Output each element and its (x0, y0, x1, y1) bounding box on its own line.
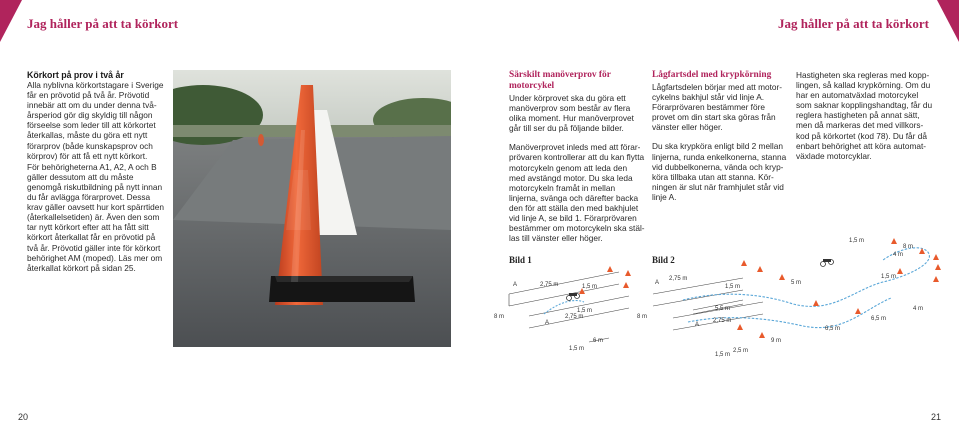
dim-label: 5,5 m (715, 306, 731, 312)
corner-decoration-left (0, 0, 22, 42)
paragraph-lagfartsdel-1: Lågfartsdelen börjar med att motor-cykelns bakhjul står vid linje A. Förarprövaren bestämmer före provet om din start ska göras från vänster eller höger. (652, 82, 783, 133)
dim-label: 1,5 m (569, 346, 585, 352)
dim-label: 4 m (893, 252, 904, 258)
dim-label: 4 m (913, 306, 924, 312)
dim-label: 8 m (637, 314, 648, 320)
dim-label: 1,5 m (849, 238, 865, 244)
corner-decoration-right (937, 0, 959, 42)
paragraph-provotid-1: Alla nyblivna körkortstagare i Sverige får en prövotid på två år. Prövotid innebär att om du under denna två-årsperiod gör dig skyldig till någon förseelse som leder till att körkortet återkallas, måste du göra ett nytt förarprov (både kunskapsprov och körprov) för att få ett nytt körkort. (27, 80, 164, 161)
dim-label: 1,5 m (582, 284, 598, 290)
column-lagfartsdel (652, 70, 788, 211)
dim-label: 1,5 m (715, 352, 731, 358)
dim-label: 8 m (903, 244, 914, 250)
dim-label: A (655, 280, 660, 286)
dim-label: 6,5 m (825, 326, 841, 332)
dim-label: 2,75 m (565, 314, 584, 320)
dim-label: 5 m (791, 280, 802, 286)
dim-label: 2,75 m (713, 318, 732, 324)
paragraph-manoverprov-2: Manöverprovet inleds med att förar-prövaren kontrollerar att du kan flytta motorcykeln genom att leda den med avstängd motor. Du ska leda motorcykeln framåt in mellan linjerna, svänga och därefter backa den för att ställa den med bakhjulet vid linje A, se bild 1. Förarprövaren bestämmer om motorcykeln ska stäl-las till vänster eller höger. (509, 142, 645, 244)
dim-label: 9 m (771, 338, 782, 344)
page-number-right: 21 (930, 412, 941, 422)
section-heading-provotid: Körkort på prov i två år (27, 70, 124, 80)
figure-label-bild-2: Bild 2 (652, 255, 675, 265)
traffic-cone-photo (173, 70, 451, 347)
dim-label: 8 m (494, 314, 505, 320)
running-head-right: Jag håller på att ta körkort (777, 16, 929, 31)
paragraph-hastighet: Hastigheten ska regleras med kopp-lingen, så kallad krypkörning. Om du har en automatväxlad motorcykel som saknar kopplingshandtag, får du reglera hastigheten på annat sätt, men då markeras det med villkors-kod på körkortet (kod 78). Du får då enbart behörighet att köra automat-växlade motorcyklar. (796, 70, 933, 161)
figure-label-bild-1: Bild 1 (509, 255, 532, 265)
dim-label: A (513, 282, 518, 288)
dim-label: 2,5 m (733, 348, 749, 354)
diagram-bild-1 (489, 262, 639, 362)
dim-label: A (545, 320, 550, 326)
paragraph-manoverprov-1: Under körprovet ska du göra ett manöverprov som består av flera olika moment. Hur manöverprovet går till ser du på följande bilder. (509, 93, 634, 134)
section-heading-lagfartsdel: Lågfartsdel med krypkörning (652, 70, 772, 80)
column-manoverprov (509, 70, 645, 252)
section-heading-manoverprov: Särskilt manöverprov för motorcykel (509, 70, 611, 91)
paragraph-provotid-2: För behörigheterna A1, A2, A och B gäller dessutom att du måste genomgå riskutbildning på nytt innan du får avlägga förarprovet. Dessa krav gäller oavsett hur kort spärrtiden (återkallelsetiden) är. Även den som tar nytt körkort efter att ha fått sitt körkort återkallat får en prövotid på två år. Prövotid gäller inte för körkort behörighet AM (moped). Läs mer om återkallat körkort på sidan 25. (27, 161, 164, 273)
column-hastighet (796, 70, 934, 170)
paragraph-lagfartsdel-2: Du ska krypköra enligt bild 2 mellan linjerna, runda enkelkonerna, stanna vid dubbelkonerna, vända och kryp-köra tillbaka utan att stanna. Kör-ningen är slut när framhjulet står vid linje A. (652, 141, 787, 202)
dim-label: 1,5 m (577, 308, 593, 314)
dim-label: 1,5 m (725, 284, 741, 290)
diagram-bild-2 (633, 234, 959, 364)
dim-label: A (695, 322, 700, 328)
dim-label: 2,75 m (669, 276, 688, 282)
dim-label: 6 m (593, 338, 604, 344)
dim-label: 6,5 m (871, 316, 887, 322)
dim-label: 2,75 m (540, 282, 559, 288)
column-provotid (27, 70, 167, 282)
page-number-left: 20 (18, 412, 29, 422)
running-head-left: Jag håller på att ta körkort (27, 16, 179, 31)
dim-label: 1,5 m (881, 274, 897, 280)
